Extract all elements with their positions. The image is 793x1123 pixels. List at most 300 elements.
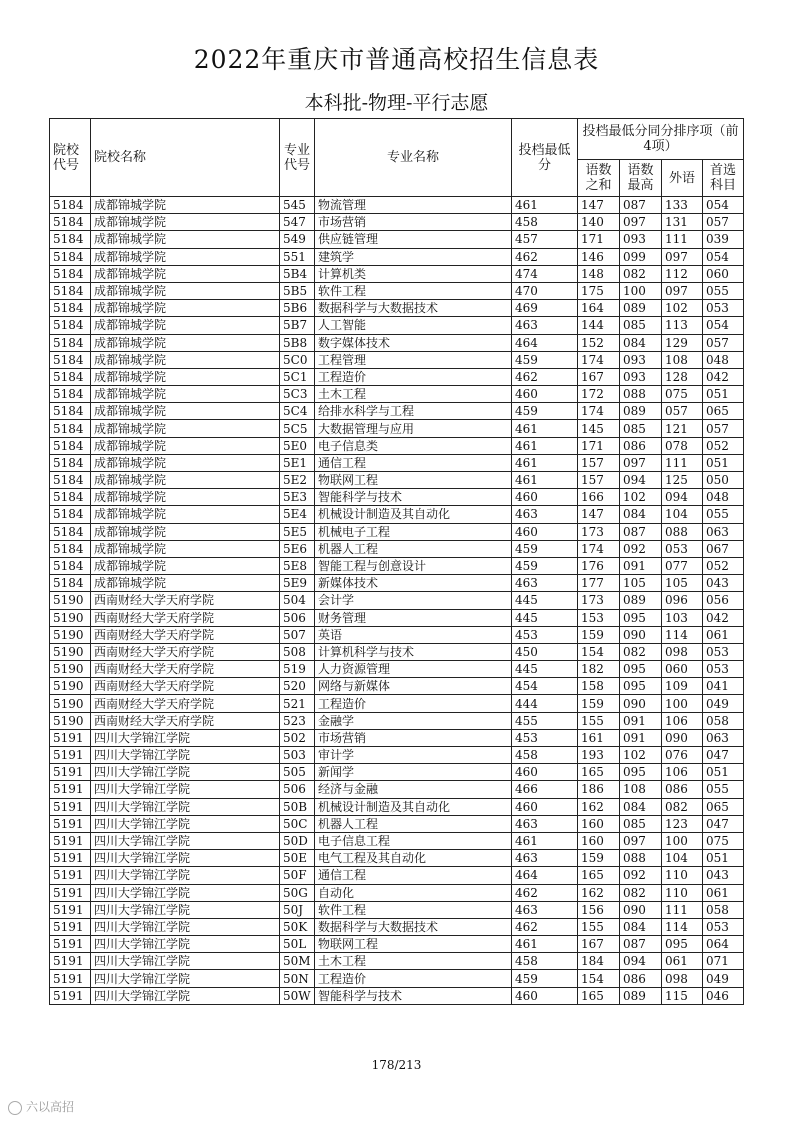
cell-school-name: 西南财经大学天府学院 [91, 661, 280, 678]
cell-major-name: 机械设计制造及其自动化 [315, 506, 512, 523]
cell-school-code: 5191 [50, 798, 91, 815]
cell-yushu-sum: 161 [578, 729, 620, 746]
cell-major-name: 数据科学与大数据技术 [315, 918, 512, 935]
cell-foreign: 086 [662, 781, 703, 798]
table-row [50, 523, 744, 540]
cell-school-name: 西南财经大学天府学院 [91, 626, 280, 643]
cell-school-name: 成都锦城学院 [91, 386, 280, 403]
cell-preferred: 051 [703, 850, 744, 867]
cell-preferred: 057 [703, 214, 744, 231]
cell-school-code: 5190 [50, 712, 91, 729]
cell-yushu-sum: 166 [578, 489, 620, 506]
cell-foreign: 102 [662, 300, 703, 317]
cell-preferred: 056 [703, 592, 744, 609]
table-row [50, 248, 744, 265]
cell-school-name: 西南财经大学天府学院 [91, 678, 280, 695]
cell-yushu-max: 094 [620, 953, 662, 970]
cell-yushu-max: 097 [620, 214, 662, 231]
cell-major-name: 财务管理 [315, 609, 512, 626]
table-row [50, 472, 744, 489]
header-major-code: 专业代号 [280, 119, 315, 197]
cell-preferred: 067 [703, 540, 744, 557]
cell-yushu-max: 094 [620, 472, 662, 489]
cell-major-name: 软件工程 [315, 282, 512, 299]
table-row [50, 626, 744, 643]
table-row [50, 557, 744, 574]
cell-major-name: 给排水科学与工程 [315, 403, 512, 420]
cell-foreign: 053 [662, 540, 703, 557]
table-row [50, 678, 744, 695]
cell-min-score: 462 [512, 884, 578, 901]
cell-min-score: 461 [512, 197, 578, 214]
cell-yushu-max: 085 [620, 317, 662, 334]
cell-major-code: 506 [280, 781, 315, 798]
cell-school-code: 5184 [50, 540, 91, 557]
cell-yushu-max: 084 [620, 506, 662, 523]
table-row [50, 832, 744, 849]
table-row [50, 747, 744, 764]
cell-min-score: 459 [512, 540, 578, 557]
cell-foreign: 106 [662, 712, 703, 729]
cell-school-name: 四川大学锦江学院 [91, 781, 280, 798]
cell-major-code: 504 [280, 592, 315, 609]
cell-major-code: 549 [280, 231, 315, 248]
cell-school-name: 四川大学锦江学院 [91, 764, 280, 781]
table-row [50, 661, 744, 678]
cell-major-name: 通信工程 [315, 454, 512, 471]
cell-school-code: 5191 [50, 764, 91, 781]
watermark-text: 六以高招 [26, 1100, 75, 1114]
cell-yushu-sum: 165 [578, 867, 620, 884]
cell-min-score: 462 [512, 918, 578, 935]
cell-school-code: 5191 [50, 918, 91, 935]
cell-major-code: 50K [280, 918, 315, 935]
cell-major-name: 供应链管理 [315, 231, 512, 248]
cell-school-code: 5184 [50, 489, 91, 506]
cell-foreign: 112 [662, 265, 703, 282]
cell-major-code: 545 [280, 197, 315, 214]
cell-major-name: 市场营销 [315, 214, 512, 231]
cell-yushu-max: 102 [620, 489, 662, 506]
cell-yushu-sum: 156 [578, 901, 620, 918]
table-row [50, 987, 744, 1004]
cell-min-score: 459 [512, 557, 578, 574]
header-yushu-sum: 语数之和 [578, 160, 620, 197]
cell-yushu-max: 085 [620, 420, 662, 437]
cell-yushu-max: 088 [620, 386, 662, 403]
cell-yushu-sum: 147 [578, 506, 620, 523]
cell-foreign: 104 [662, 850, 703, 867]
table-row [50, 489, 744, 506]
cell-yushu-max: 099 [620, 248, 662, 265]
cell-major-name: 自动化 [315, 884, 512, 901]
cell-min-score: 463 [512, 575, 578, 592]
cell-school-code: 5191 [50, 781, 91, 798]
table-row [50, 798, 744, 815]
cell-preferred: 042 [703, 609, 744, 626]
cell-major-name: 数据科学与大数据技术 [315, 300, 512, 317]
cell-foreign: 096 [662, 592, 703, 609]
table-row [50, 592, 744, 609]
cell-min-score: 458 [512, 214, 578, 231]
cell-yushu-max: 086 [620, 437, 662, 454]
table-row [50, 420, 744, 437]
cell-min-score: 455 [512, 712, 578, 729]
cell-yushu-max: 082 [620, 884, 662, 901]
cell-school-code: 5191 [50, 884, 91, 901]
header-school-code: 院校代号 [50, 119, 91, 197]
cell-preferred: 047 [703, 815, 744, 832]
cell-school-name: 成都锦城学院 [91, 368, 280, 385]
cell-foreign: 123 [662, 815, 703, 832]
cell-preferred: 061 [703, 884, 744, 901]
cell-foreign: 088 [662, 523, 703, 540]
cell-foreign: 114 [662, 918, 703, 935]
cell-major-code: 506 [280, 609, 315, 626]
cell-yushu-sum: 165 [578, 987, 620, 1004]
cell-yushu-max: 084 [620, 334, 662, 351]
cell-major-code: 5E5 [280, 523, 315, 540]
cell-preferred: 065 [703, 403, 744, 420]
cell-yushu-max: 091 [620, 557, 662, 574]
cell-preferred: 055 [703, 282, 744, 299]
cell-yushu-sum: 176 [578, 557, 620, 574]
cell-yushu-max: 108 [620, 781, 662, 798]
cell-yushu-sum: 155 [578, 712, 620, 729]
cell-major-name: 智能科学与技术 [315, 987, 512, 1004]
cell-school-code: 5184 [50, 506, 91, 523]
cell-min-score: 450 [512, 643, 578, 660]
cell-major-name: 机械设计制造及其自动化 [315, 798, 512, 815]
cell-yushu-sum: 165 [578, 764, 620, 781]
cell-yushu-max: 089 [620, 403, 662, 420]
cell-school-name: 四川大学锦江学院 [91, 832, 280, 849]
admission-table [49, 118, 744, 1005]
cell-major-code: 50M [280, 953, 315, 970]
cell-major-code: 5B6 [280, 300, 315, 317]
cell-school-code: 5184 [50, 454, 91, 471]
cell-foreign: 090 [662, 729, 703, 746]
table-row [50, 300, 744, 317]
cell-yushu-max: 086 [620, 970, 662, 987]
cell-school-name: 成都锦城学院 [91, 248, 280, 265]
cell-yushu-sum: 144 [578, 317, 620, 334]
cell-yushu-sum: 171 [578, 231, 620, 248]
cell-min-score: 464 [512, 867, 578, 884]
cell-yushu-max: 102 [620, 747, 662, 764]
cell-min-score: 461 [512, 472, 578, 489]
cell-foreign: 111 [662, 231, 703, 248]
cell-major-code: 5C3 [280, 386, 315, 403]
cell-major-name: 市场营销 [315, 729, 512, 746]
cell-foreign: 128 [662, 368, 703, 385]
table-row [50, 506, 744, 523]
cell-foreign: 097 [662, 282, 703, 299]
cell-school-code: 5184 [50, 300, 91, 317]
table-row [50, 867, 744, 884]
cell-major-code: 5B8 [280, 334, 315, 351]
cell-yushu-max: 100 [620, 282, 662, 299]
cell-yushu-max: 093 [620, 231, 662, 248]
cell-school-name: 四川大学锦江学院 [91, 798, 280, 815]
cell-min-score: 461 [512, 437, 578, 454]
cell-yushu-max: 089 [620, 987, 662, 1004]
cell-major-name: 电子信息工程 [315, 832, 512, 849]
cell-foreign: 106 [662, 764, 703, 781]
cell-yushu-sum: 182 [578, 661, 620, 678]
cell-yushu-sum: 160 [578, 815, 620, 832]
cell-yushu-sum: 154 [578, 643, 620, 660]
cell-school-name: 四川大学锦江学院 [91, 747, 280, 764]
cell-major-name: 新媒体技术 [315, 575, 512, 592]
cell-yushu-max: 082 [620, 643, 662, 660]
cell-yushu-max: 084 [620, 918, 662, 935]
cell-school-code: 5184 [50, 214, 91, 231]
cell-preferred: 049 [703, 970, 744, 987]
cell-school-name: 成都锦城学院 [91, 489, 280, 506]
cell-yushu-max: 084 [620, 798, 662, 815]
cell-yushu-sum: 157 [578, 454, 620, 471]
cell-foreign: 057 [662, 403, 703, 420]
cell-min-score: 457 [512, 231, 578, 248]
table-row [50, 712, 744, 729]
cell-min-score: 453 [512, 626, 578, 643]
cell-min-score: 463 [512, 815, 578, 832]
cell-school-code: 5184 [50, 575, 91, 592]
cell-major-name: 经济与金融 [315, 781, 512, 798]
cell-major-code: 5E1 [280, 454, 315, 471]
cell-preferred: 053 [703, 661, 744, 678]
table-row [50, 197, 744, 214]
cell-school-code: 5184 [50, 317, 91, 334]
cell-foreign: 098 [662, 643, 703, 660]
cell-major-name: 机械电子工程 [315, 523, 512, 540]
header-yushu-max: 语数最高 [620, 160, 662, 197]
cell-yushu-sum: 158 [578, 678, 620, 695]
cell-preferred: 050 [703, 472, 744, 489]
table-row [50, 781, 744, 798]
cell-min-score: 469 [512, 300, 578, 317]
cell-preferred: 041 [703, 678, 744, 695]
cell-yushu-sum: 145 [578, 420, 620, 437]
cell-min-score: 458 [512, 953, 578, 970]
cell-foreign: 104 [662, 506, 703, 523]
cell-min-score: 462 [512, 248, 578, 265]
cell-major-code: 5B4 [280, 265, 315, 282]
cell-foreign: 100 [662, 695, 703, 712]
table-row [50, 764, 744, 781]
cell-yushu-sum: 167 [578, 936, 620, 953]
cell-major-code: 50C [280, 815, 315, 832]
cell-yushu-sum: 146 [578, 248, 620, 265]
cell-min-score: 463 [512, 317, 578, 334]
cell-yushu-sum: 177 [578, 575, 620, 592]
cell-foreign: 110 [662, 867, 703, 884]
watermark-logo-icon [8, 1101, 22, 1115]
cell-preferred: 057 [703, 420, 744, 437]
table-row [50, 386, 744, 403]
table-row [50, 953, 744, 970]
cell-preferred: 071 [703, 953, 744, 970]
cell-school-name: 四川大学锦江学院 [91, 936, 280, 953]
cell-foreign: 110 [662, 884, 703, 901]
cell-major-code: 5E3 [280, 489, 315, 506]
cell-major-name: 审计学 [315, 747, 512, 764]
cell-school-name: 成都锦城学院 [91, 403, 280, 420]
cell-yushu-max: 095 [620, 764, 662, 781]
cell-school-name: 成都锦城学院 [91, 454, 280, 471]
cell-major-code: 508 [280, 643, 315, 660]
cell-major-name: 机器人工程 [315, 540, 512, 557]
cell-major-name: 工程造价 [315, 368, 512, 385]
cell-yushu-sum: 140 [578, 214, 620, 231]
cell-preferred: 057 [703, 334, 744, 351]
cell-school-name: 四川大学锦江学院 [91, 850, 280, 867]
cell-yushu-sum: 173 [578, 523, 620, 540]
cell-major-code: 521 [280, 695, 315, 712]
cell-major-name: 人力资源管理 [315, 661, 512, 678]
cell-major-code: 50E [280, 850, 315, 867]
header-min-score: 投档最低分 [512, 119, 578, 197]
cell-major-name: 通信工程 [315, 867, 512, 884]
header-foreign: 外语 [662, 160, 703, 197]
cell-school-code: 5191 [50, 729, 91, 746]
cell-yushu-max: 091 [620, 729, 662, 746]
cell-min-score: 461 [512, 936, 578, 953]
cell-min-score: 466 [512, 781, 578, 798]
cell-preferred: 053 [703, 643, 744, 660]
cell-school-name: 西南财经大学天府学院 [91, 609, 280, 626]
cell-min-score: 459 [512, 403, 578, 420]
cell-major-name: 计算机科学与技术 [315, 643, 512, 660]
table-row [50, 815, 744, 832]
cell-major-code: 5E8 [280, 557, 315, 574]
cell-school-name: 成都锦城学院 [91, 557, 280, 574]
cell-yushu-sum: 160 [578, 832, 620, 849]
cell-yushu-sum: 159 [578, 695, 620, 712]
cell-school-name: 成都锦城学院 [91, 420, 280, 437]
table-row [50, 970, 744, 987]
cell-yushu-max: 105 [620, 575, 662, 592]
cell-foreign: 133 [662, 197, 703, 214]
cell-school-code: 5191 [50, 970, 91, 987]
table-row [50, 454, 744, 471]
cell-foreign: 105 [662, 575, 703, 592]
cell-major-code: 5C5 [280, 420, 315, 437]
cell-school-code: 5191 [50, 936, 91, 953]
cell-school-name: 成都锦城学院 [91, 300, 280, 317]
table-row [50, 609, 744, 626]
table-row [50, 575, 744, 592]
cell-foreign: 121 [662, 420, 703, 437]
cell-school-code: 5184 [50, 523, 91, 540]
cell-major-name: 会计学 [315, 592, 512, 609]
cell-yushu-sum: 159 [578, 850, 620, 867]
cell-school-code: 5191 [50, 987, 91, 1004]
cell-foreign: 113 [662, 317, 703, 334]
cell-yushu-max: 092 [620, 540, 662, 557]
cell-preferred: 049 [703, 695, 744, 712]
cell-major-name: 智能科学与技术 [315, 489, 512, 506]
cell-school-name: 成都锦城学院 [91, 506, 280, 523]
cell-yushu-max: 095 [620, 678, 662, 695]
cell-preferred: 058 [703, 712, 744, 729]
cell-school-name: 西南财经大学天府学院 [91, 712, 280, 729]
cell-yushu-max: 087 [620, 523, 662, 540]
table-row [50, 540, 744, 557]
cell-foreign: 109 [662, 678, 703, 695]
cell-school-code: 5191 [50, 815, 91, 832]
cell-preferred: 043 [703, 867, 744, 884]
cell-school-name: 四川大学锦江学院 [91, 901, 280, 918]
cell-yushu-max: 085 [620, 815, 662, 832]
cell-major-code: 502 [280, 729, 315, 746]
cell-yushu-sum: 162 [578, 798, 620, 815]
cell-yushu-max: 087 [620, 936, 662, 953]
cell-preferred: 063 [703, 523, 744, 540]
cell-yushu-sum: 172 [578, 386, 620, 403]
cell-major-name: 电气工程及其自动化 [315, 850, 512, 867]
cell-school-name: 成都锦城学院 [91, 523, 280, 540]
cell-school-code: 5191 [50, 747, 91, 764]
cell-yushu-sum: 164 [578, 300, 620, 317]
cell-min-score: 463 [512, 506, 578, 523]
cell-school-code: 5190 [50, 592, 91, 609]
cell-foreign: 108 [662, 351, 703, 368]
cell-school-code: 5191 [50, 953, 91, 970]
table-row [50, 231, 744, 248]
cell-major-name: 金融学 [315, 712, 512, 729]
cell-preferred: 051 [703, 386, 744, 403]
cell-major-name: 电子信息类 [315, 437, 512, 454]
cell-yushu-max: 097 [620, 454, 662, 471]
cell-school-code: 5184 [50, 231, 91, 248]
cell-major-name: 计算机类 [315, 265, 512, 282]
cell-school-code: 5184 [50, 368, 91, 385]
cell-major-code: 5C0 [280, 351, 315, 368]
cell-major-code: 505 [280, 764, 315, 781]
cell-major-name: 工程造价 [315, 695, 512, 712]
cell-major-name: 物联网工程 [315, 936, 512, 953]
cell-major-code: 5B5 [280, 282, 315, 299]
cell-yushu-sum: 173 [578, 592, 620, 609]
cell-school-name: 成都锦城学院 [91, 282, 280, 299]
cell-preferred: 046 [703, 987, 744, 1004]
table-row [50, 368, 744, 385]
cell-school-code: 5184 [50, 248, 91, 265]
cell-major-name: 建筑学 [315, 248, 512, 265]
table-row [50, 918, 744, 935]
cell-major-name: 土木工程 [315, 953, 512, 970]
cell-major-code: 50N [280, 970, 315, 987]
cell-yushu-max: 090 [620, 695, 662, 712]
cell-yushu-sum: 174 [578, 540, 620, 557]
cell-foreign: 095 [662, 936, 703, 953]
cell-preferred: 053 [703, 300, 744, 317]
cell-preferred: 054 [703, 197, 744, 214]
cell-school-code: 5184 [50, 472, 91, 489]
cell-major-code: 5E9 [280, 575, 315, 592]
cell-major-name: 人工智能 [315, 317, 512, 334]
cell-min-score: 460 [512, 489, 578, 506]
cell-yushu-sum: 159 [578, 626, 620, 643]
cell-yushu-sum: 157 [578, 472, 620, 489]
cell-yushu-max: 089 [620, 300, 662, 317]
cell-major-code: 50D [280, 832, 315, 849]
cell-min-score: 460 [512, 386, 578, 403]
cell-preferred: 047 [703, 747, 744, 764]
cell-yushu-sum: 155 [578, 918, 620, 935]
